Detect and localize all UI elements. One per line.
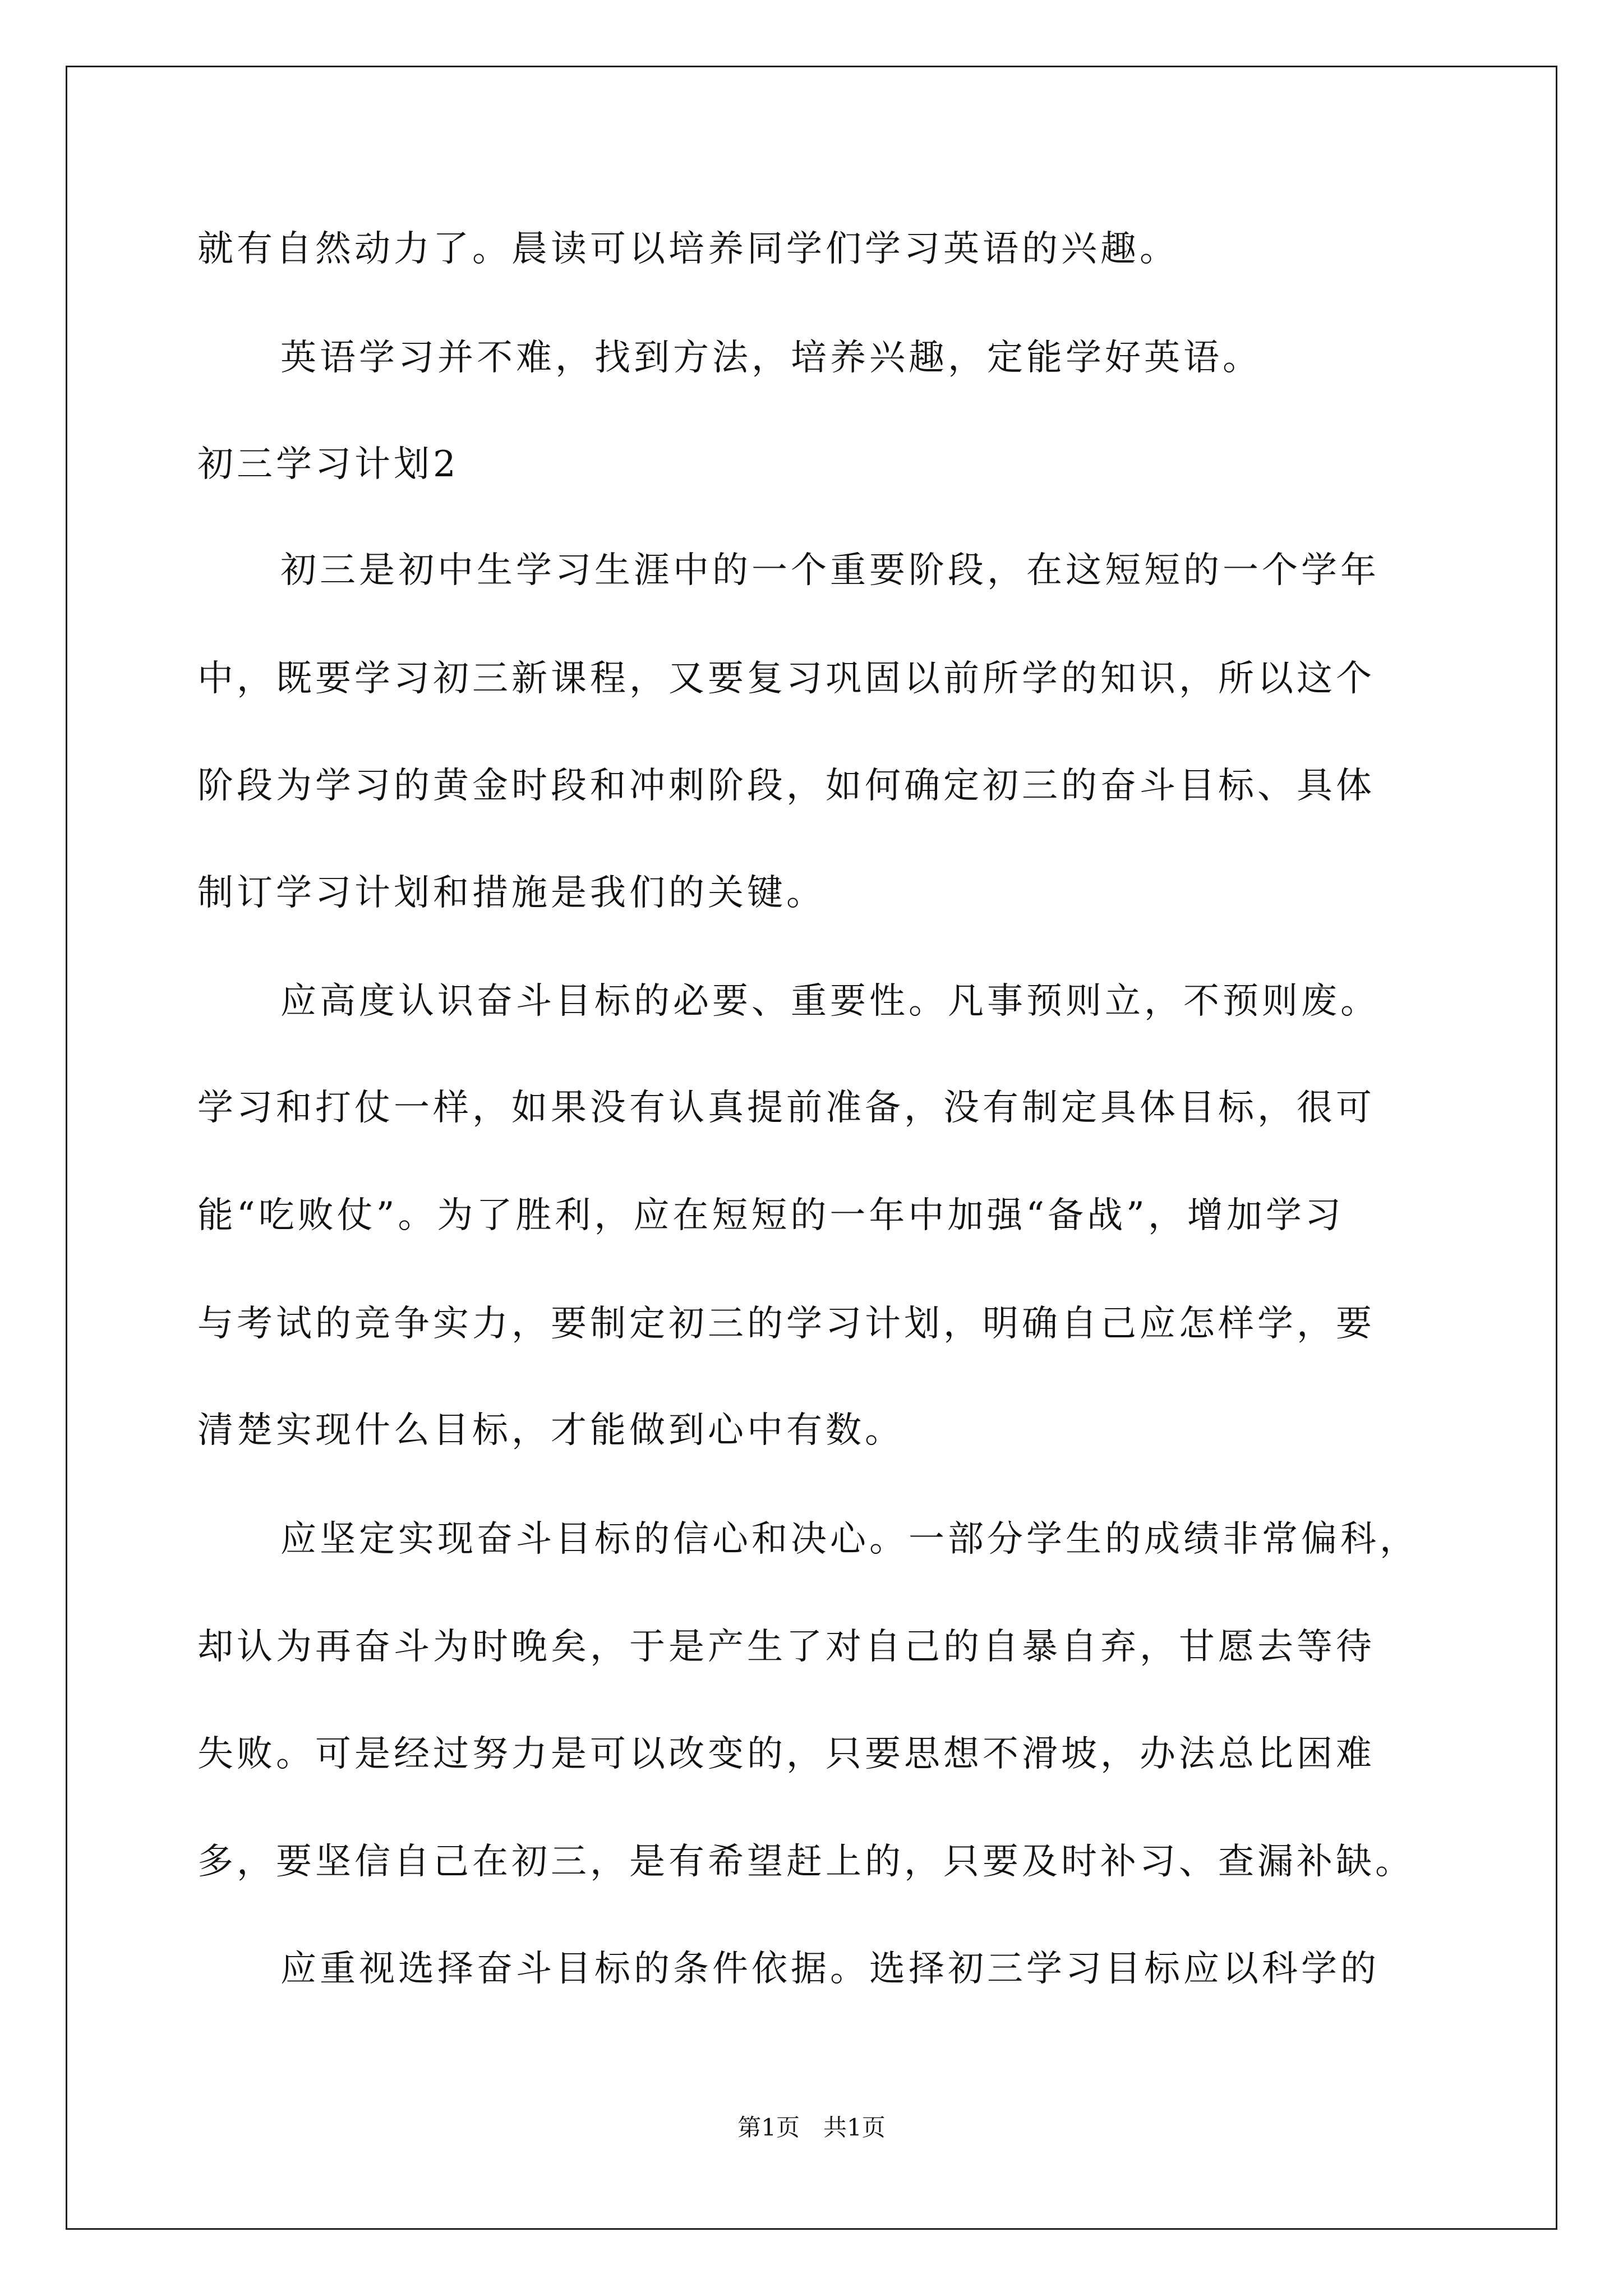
text-line: 就有自然动力了。晨读可以培养同学们学习英语的兴趣。	[197, 228, 1179, 270]
text-line: 中，既要学习初三新课程，又要复习巩固以前所学的知识，所以这个	[197, 658, 1375, 700]
text-line: 阶段为学习的黄金时段和冲刺阶段，如何确定初三的奋斗目标、具体	[197, 765, 1375, 807]
page-border	[66, 66, 1557, 2230]
page-total: 共1页	[823, 2114, 886, 2141]
section-heading: 初三学习计划2	[197, 444, 459, 485]
text-line: 应重视选择奋斗目标的条件依据。选择初三学习目标应以科学的	[280, 1948, 1380, 1990]
text-line: 应坚定实现奋斗目标的信心和决心。一部分学生的成绩非常偏科，	[280, 1519, 1419, 1560]
text-line: 学习和打仗一样，如果没有认真提前准备，没有制定具体目标，很可	[197, 1087, 1375, 1129]
text-line: 应高度认识奋斗目标的必要、重要性。凡事预则立，不预则废。	[280, 981, 1380, 1022]
text-line: 英语学习并不难，找到方法，培养兴趣，定能学好英语。	[280, 337, 1262, 379]
text-line: 多，要坚信自己在初三，是有希望赶上的，只要及时补习、查漏补缺。	[197, 1841, 1414, 1883]
text-line: 却认为再奋斗为时晚矣，于是产生了对自己的自暴自弃，甘愿去等待	[197, 1626, 1375, 1668]
page-footer	[0, 2111, 1623, 2145]
text-line: 初三是初中生学习生涯中的一个重要阶段，在这短短的一个学年	[280, 550, 1380, 591]
text-line: 能“吃败仗”。为了胜利，应在短短的一年中加强“备战”，增加学习	[197, 1195, 1344, 1236]
text-line: 清楚实现什么目标，才能做到心中有数。	[197, 1410, 904, 1451]
text-line: 与考试的竞争实力，要制定初三的学习计划，明确自己应怎样学，要	[197, 1303, 1375, 1345]
page-number: 第1页	[737, 2114, 800, 2141]
text-line: 失败。可是经过努力是可以改变的，只要思想不滑坡，办法总比困难	[197, 1733, 1375, 1775]
text-line: 制订学习计划和措施是我们的关键。	[197, 872, 826, 914]
